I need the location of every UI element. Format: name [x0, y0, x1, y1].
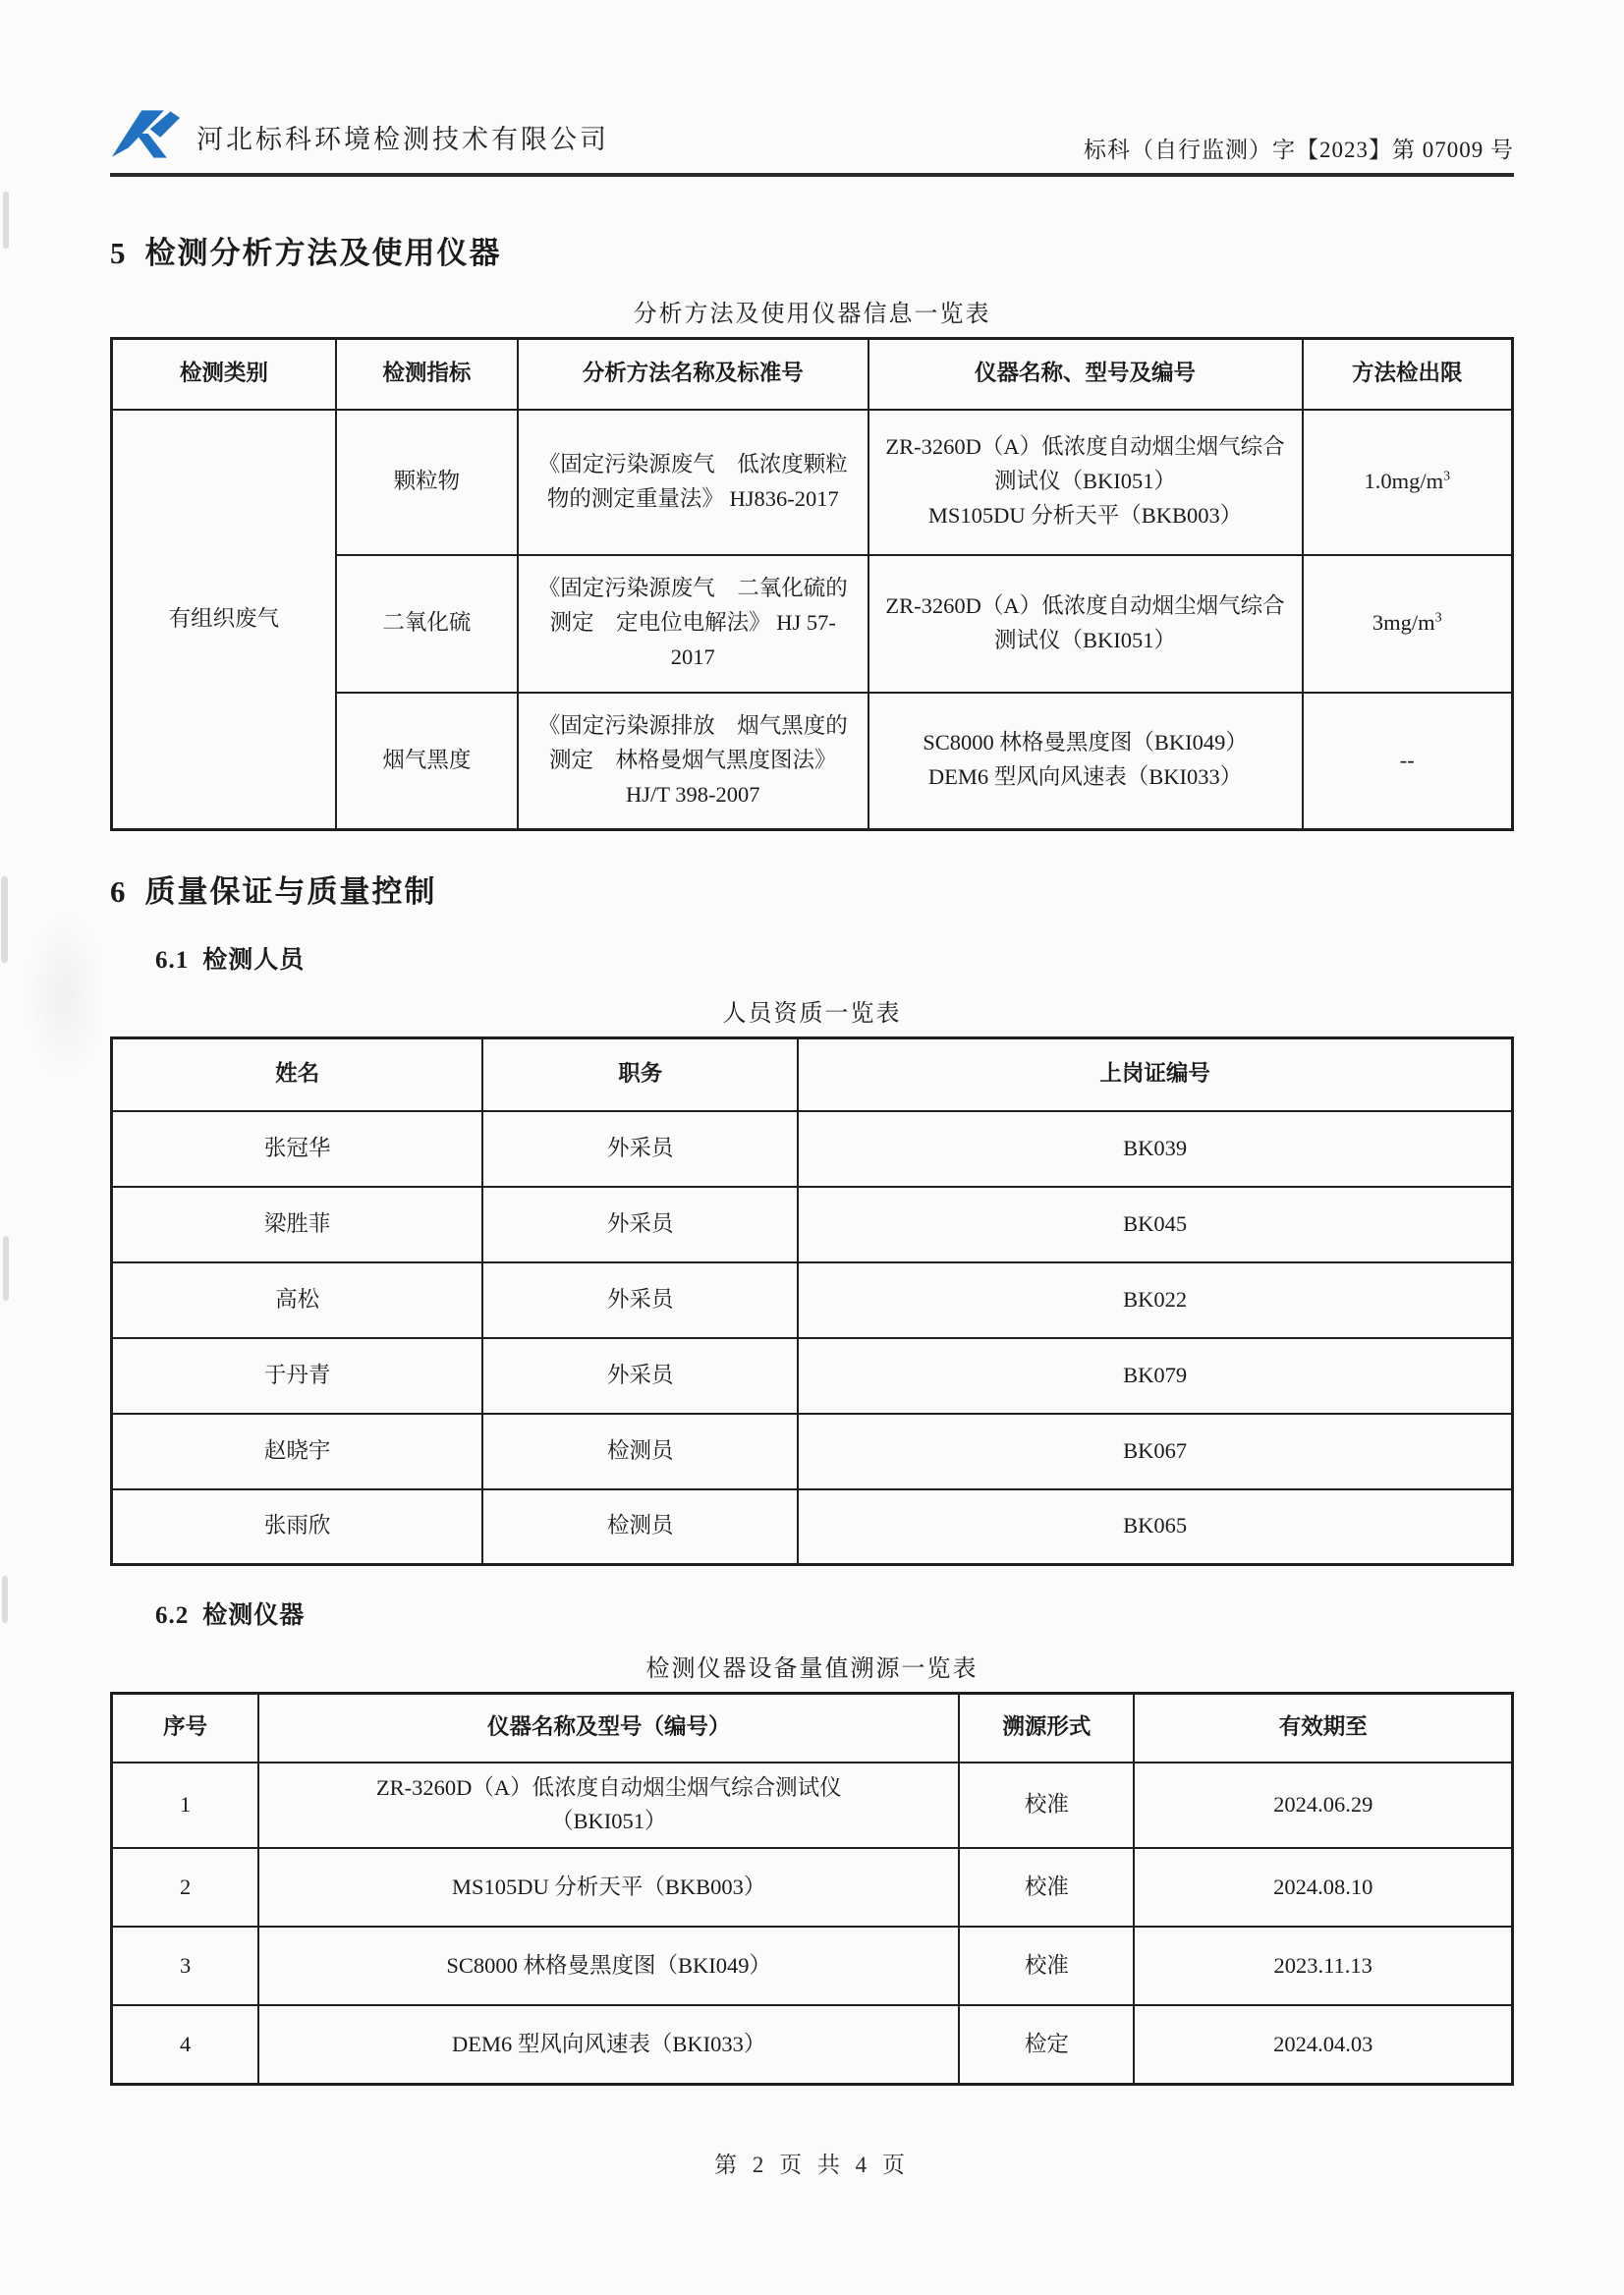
- column-header: 仪器名称及型号（编号）: [258, 1694, 959, 1763]
- scan-artifact: [2, 1576, 8, 1623]
- cell-trace-type: 校准: [959, 1927, 1134, 2005]
- cell-trace-type: 校准: [959, 1763, 1134, 1849]
- cell-cert-no: BK045: [798, 1187, 1512, 1262]
- section-6-title: [110, 867, 1514, 911]
- personnel-table: [110, 1036, 1514, 1566]
- section-text: 质量保证与质量控制: [144, 874, 437, 909]
- instruments-traceability-table: [110, 1692, 1514, 2086]
- cell-trace-type: 校准: [959, 1848, 1134, 1927]
- column-header: 序号: [112, 1694, 259, 1763]
- cell-instrument-name: [258, 1763, 959, 1849]
- cell-cert-no: BK065: [798, 1489, 1512, 1565]
- cell-index: 3: [112, 1927, 259, 2005]
- cell-category: 有组织废气: [112, 410, 336, 830]
- instruments-table-caption: 检测仪器设备量值溯源一览表: [645, 1656, 979, 1682]
- cell-method: 《固定污染源废气 低浓度颗粒物的测定重量法》 HJ836-2017: [518, 410, 868, 555]
- instrument-line: DEM6 型风向风速表（BKI033）: [927, 764, 1243, 790]
- cell-trace-type: 检定: [959, 2005, 1134, 2084]
- cell-detection-limit: [1303, 693, 1513, 830]
- cell-name: 赵晓宇: [112, 1414, 483, 1489]
- cell-index: 2: [112, 1848, 259, 1927]
- page-header: [110, 0, 1514, 177]
- cell-valid-until: 2023.11.13: [1134, 1927, 1512, 2005]
- scan-artifact: [3, 192, 9, 249]
- cell-valid-until: 2024.04.03: [1134, 2005, 1512, 2084]
- scan-artifact: [3, 1236, 9, 1301]
- cell-cert-no: BK079: [798, 1338, 1512, 1414]
- instrument-name-line: ZR-3260D（A）低浓度自动烟尘烟气综合测试仪: [375, 1774, 842, 1800]
- cell-valid-until: 2024.08.10: [1134, 1848, 1512, 1927]
- page-number: 第 2 页 共 4 页: [714, 2153, 910, 2177]
- subsection-text: 检测仪器: [202, 1602, 306, 1629]
- cell-name: 张冠华: [112, 1111, 483, 1187]
- company-logo-icon: [110, 108, 181, 166]
- instrument-name-line: （BKI051）: [550, 1809, 667, 1834]
- cell-name: 张雨欣: [112, 1489, 483, 1565]
- instrument-line: MS105DU 分析天平（BKB003）: [927, 502, 1243, 528]
- cell-index: 1: [112, 1763, 259, 1849]
- section-5-title: [110, 228, 1514, 272]
- cell-indicator: 二氧化硫: [336, 555, 518, 693]
- cell-instrument-name: SC8000 林格曼黑度图（BKI049）: [258, 1927, 959, 2005]
- cell-name: 高松: [112, 1262, 483, 1338]
- column-header: 检测类别: [112, 339, 336, 410]
- cell-role: 外采员: [482, 1262, 798, 1338]
- cell-cert-no: BK039: [798, 1111, 1512, 1187]
- cell-name: 于丹青: [112, 1338, 483, 1414]
- cell-method: 《固定污染源排放 烟气黑度的测定 林格曼烟气黑度图法》HJ/T 398-2007: [518, 693, 868, 830]
- cell-role: 外采员: [482, 1111, 798, 1187]
- personnel-table-caption: 人员资质一览表: [722, 1001, 902, 1027]
- section-6-2-title: [155, 1595, 1514, 1631]
- cell-detection-limit: [1303, 410, 1513, 555]
- limit-exponent: 3: [1443, 469, 1451, 484]
- cell-instrument: [868, 693, 1303, 830]
- cell-name: 梁胜菲: [112, 1187, 483, 1262]
- section-number: 6: [110, 874, 128, 909]
- subsection-number: 6.1: [155, 947, 190, 974]
- scan-artifact: [26, 912, 104, 1079]
- table-row: [112, 1763, 1513, 1849]
- column-header: 方法检出限: [1303, 339, 1513, 410]
- column-header: 姓名: [112, 1038, 483, 1111]
- methods-instruments-table: [110, 337, 1514, 831]
- cell-instrument-name: DEM6 型风向风速表（BKI033）: [258, 2005, 959, 2084]
- table-row: [112, 1262, 1513, 1338]
- section-text: 检测分析方法及使用仪器: [144, 236, 502, 270]
- limit-value: 1.0mg/m: [1364, 469, 1444, 494]
- company-name: 河北标科环境检测技术有限公司: [196, 125, 609, 154]
- instrument-line: ZR-3260D（A）低浓度自动烟尘烟气综合测试仪（BKI051）: [885, 592, 1285, 652]
- methods-table-caption: 分析方法及使用仪器信息一览表: [633, 302, 991, 327]
- instrument-line: ZR-3260D（A）低浓度自动烟尘烟气综合测试仪（BKI051）: [885, 434, 1285, 494]
- cell-role: 检测员: [482, 1414, 798, 1489]
- cell-index: 4: [112, 2005, 259, 2084]
- cell-instrument: [868, 410, 1303, 555]
- subsection-text: 检测人员: [202, 947, 306, 974]
- cell-cert-no: BK067: [798, 1414, 1512, 1489]
- table-header-row: [112, 1694, 1513, 1763]
- column-header: 仪器名称、型号及编号: [868, 339, 1303, 410]
- table-header-row: [112, 1038, 1513, 1111]
- table-row: [112, 1111, 1513, 1187]
- instrument-line: SC8000 林格曼黑度图（BKI049）: [923, 730, 1248, 756]
- column-header: 分析方法名称及标准号: [518, 339, 868, 410]
- cell-instrument-name: MS105DU 分析天平（BKB003）: [258, 1848, 959, 1927]
- cell-indicator: 颗粒物: [336, 410, 518, 555]
- column-header: 检测指标: [336, 339, 518, 410]
- document-number: 标科（自行监测）字【2023】第 07009 号: [1084, 138, 1514, 162]
- table-row: [112, 1187, 1513, 1262]
- table-row: [112, 1489, 1513, 1565]
- limit-exponent: 3: [1434, 610, 1442, 626]
- cell-role: 外采员: [482, 1187, 798, 1262]
- scan-artifact: [1, 876, 8, 963]
- limit-value: --: [1399, 747, 1415, 772]
- column-header: 上岗证编号: [798, 1038, 1512, 1111]
- table-row: [112, 410, 1513, 555]
- cell-instrument: [868, 555, 1303, 693]
- limit-value: 3mg/m: [1372, 610, 1435, 636]
- cell-role: 检测员: [482, 1489, 798, 1565]
- cell-role: 外采员: [482, 1338, 798, 1414]
- table-row: [112, 1338, 1513, 1414]
- table-row: [112, 1848, 1513, 1927]
- table-header-row: [112, 339, 1513, 410]
- table-row: [112, 2005, 1513, 2084]
- cell-detection-limit: [1303, 555, 1513, 693]
- table-row: [112, 1414, 1513, 1489]
- subsection-number: 6.2: [155, 1602, 190, 1629]
- table-row: [112, 1927, 1513, 2005]
- section-6-1-title: [155, 940, 1514, 976]
- cell-indicator: 烟气黑度: [336, 693, 518, 830]
- column-header: 有效期至: [1134, 1694, 1512, 1763]
- column-header: 溯源形式: [959, 1694, 1134, 1763]
- cell-method: 《固定污染源废气 二氧化硫的测定 定电位电解法》 HJ 57-2017: [518, 555, 868, 693]
- column-header: 职务: [482, 1038, 798, 1111]
- cell-cert-no: BK022: [798, 1262, 1512, 1338]
- section-number: 5: [110, 236, 128, 270]
- cell-valid-until: 2024.06.29: [1134, 1763, 1512, 1849]
